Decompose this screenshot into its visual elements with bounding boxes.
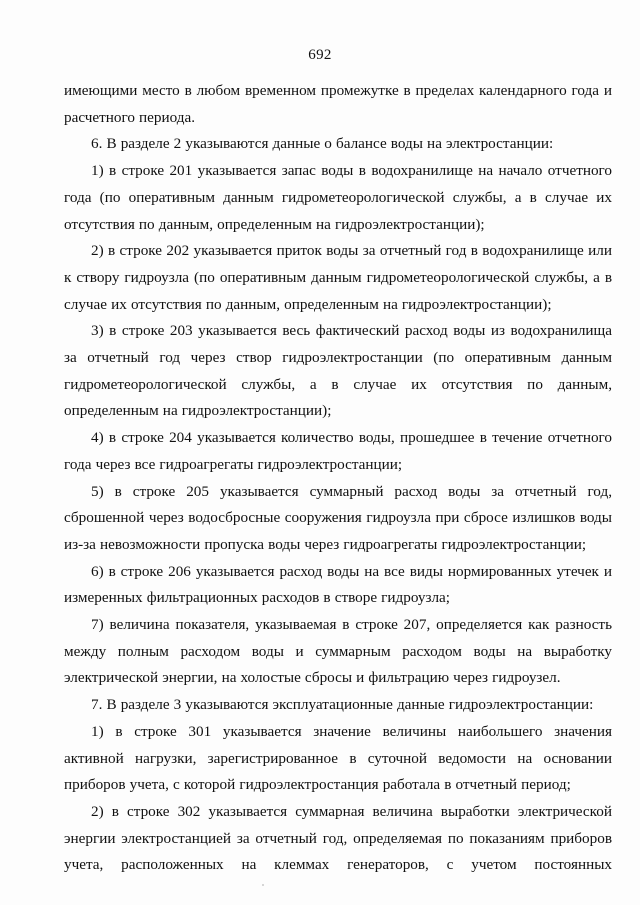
page-number: 692	[308, 47, 332, 63]
paragraph-section-2-heading: 6. В разделе 2 указываются данные о балансе воды на электростанции:	[91, 135, 554, 153]
paragraph-line-203: 3) в строке 203 указывается весь фактический расход воды из водохранилища за отчетный год через створ гидроэлектростанции (по оперативным данным гидрометеорологической службы, а в случае их отсутствия по данным, определенным на гидроэлектростанции);	[64, 322, 612, 420]
paragraph-line-302: 2) в строке 302 указывается суммарная величина выработки электрической энергии электростанцией за отчетный год, определяемая по показаниям приборов учета, расположенных на клеммах генераторов, с учетом постоянных	[64, 802, 612, 874]
paragraph-continuation: имеющими место в любом временном промежутке в пределах календарного года и расчетного периода.	[64, 82, 612, 126]
paragraph-line-207: 7) величина показателя, указываемая в строке 207, определяется как разность между полным расходом воды и суммарным расходом воды на выработку электрической энергии, на холостые сбросы и фильтрацию через гидроузел.	[64, 616, 612, 687]
paragraph-line-202: 2) в строке 202 указывается приток воды за отчетный год в водохранилище или к створу гидроузла (по оперативным данным гидрометеорологической службы, а в случае их отсутствия по данным, определенным на гидроэлектростанции);	[64, 242, 612, 313]
paragraph-section-3-heading: 7. В разделе 3 указываются эксплуатационные данные гидроэлектростанции:	[91, 696, 594, 714]
paragraph-line-204: 4) в строке 204 указывается количество воды, прошедшее в течение отчетного года через все гидроагрегаты гидроэлектростанции;	[64, 429, 612, 473]
paragraph-line-201: 1) в строке 201 указывается запас воды в водохранилище на начало отчетного года (по оперативным данным гидрометеорологической службы, а в случае их отсутствия по данным, определенным на гидроэлектростанции);	[64, 162, 612, 233]
paragraph-line-205: 5) в строке 205 указывается суммарный расход воды за отчетный год, сброшенной через водосбросные сооружения гидроузла при сбросе излишков воды из-за невозможности пропуска воды через гидроагрегаты гидроэлектростанции;	[64, 482, 612, 553]
scan-speck	[262, 884, 264, 886]
paragraph-line-301: 1) в строке 301 указывается значение величины наибольшего значения активной нагрузки, зарегистрированное в суточной ведомости на основании приборов учета, с которой гидроэлектростанция работала в отчетный период;	[64, 722, 612, 794]
document-body	[64, 78, 612, 879]
paragraph-line-206: 6) в строке 206 указывается расход воды на все виды нормированных утечек и измеренных фильтрационных расходов в створе гидроузла;	[64, 562, 612, 607]
